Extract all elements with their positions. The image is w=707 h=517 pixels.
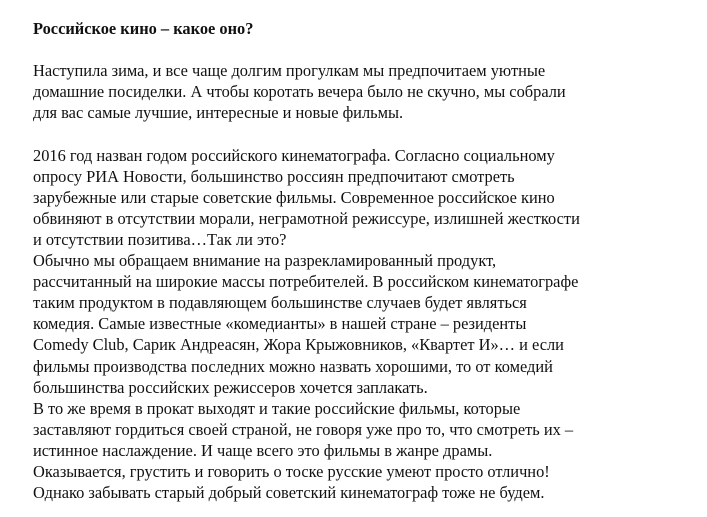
text-line: 2016 год назван годом российского кинематографа. Согласно социальному xyxy=(33,145,555,165)
text-line: обвиняют в отсутствии морали, неграмотной режиссуре, излишней жесткости xyxy=(33,208,580,228)
text-line: Обычно мы обращаем внимание на разрекламированный продукт, xyxy=(33,251,497,271)
text-line: комедия. Самые известные «комедианты» в нашей стране – резиденты xyxy=(33,314,527,334)
text-line: таким продуктом в подавляющем большинстве случаев будет являться xyxy=(33,293,527,313)
text-line: Comedy Club, Сарик Андреасян, Жора Крыжовников, «Квартет И»… и если xyxy=(33,335,564,355)
text-line: В то же время в прокат выходят и такие российские фильмы, которые xyxy=(33,398,521,418)
blank-line xyxy=(33,123,703,144)
text-line: истинное наслаждение. И чаще всего это фильмы в жанре драмы. xyxy=(33,440,493,460)
text-line: фильмы производства последних можно назвать хорошими, то от комедий xyxy=(33,356,553,376)
text-line: заставляют гордиться своей страной, не говоря уже про то, что смотреть их – xyxy=(33,419,574,439)
body-text xyxy=(33,145,703,504)
document-title: Российское кино – какое оно? xyxy=(33,19,254,38)
intro-paragraph xyxy=(33,60,703,123)
text-line: зарубежные или старые советские фильмы. Современное российское кино xyxy=(33,187,555,207)
document-page xyxy=(33,18,703,503)
text-line: Наступила зима, и все чаще долгим прогулкам мы предпочитаем уютные xyxy=(33,61,546,81)
text-line: Оказывается, грустить и говорить о тоске русские умеют просто отлично! xyxy=(33,461,550,481)
text-line: Однако забывать старый добрый советский кинематограф тоже не будем. xyxy=(33,483,545,503)
text-line: опросу РИА Новости, большинство россиян предпочитают смотреть xyxy=(33,166,515,186)
text-line: большинства российских режиссеров хочется заплакать. xyxy=(33,377,428,397)
text-line: для вас самые лучшие, интересные и новые фильмы. xyxy=(33,103,404,123)
blank-line xyxy=(33,39,703,60)
text-line: рассчитанный на широкие массы потребителей. В российском кинематографе xyxy=(33,272,579,292)
text-line: и отсутствии позитива…Так ли это? xyxy=(33,229,287,249)
text-line: домашние посиделки. А чтобы коротать вечера было не скучно, мы собрали xyxy=(33,82,566,102)
